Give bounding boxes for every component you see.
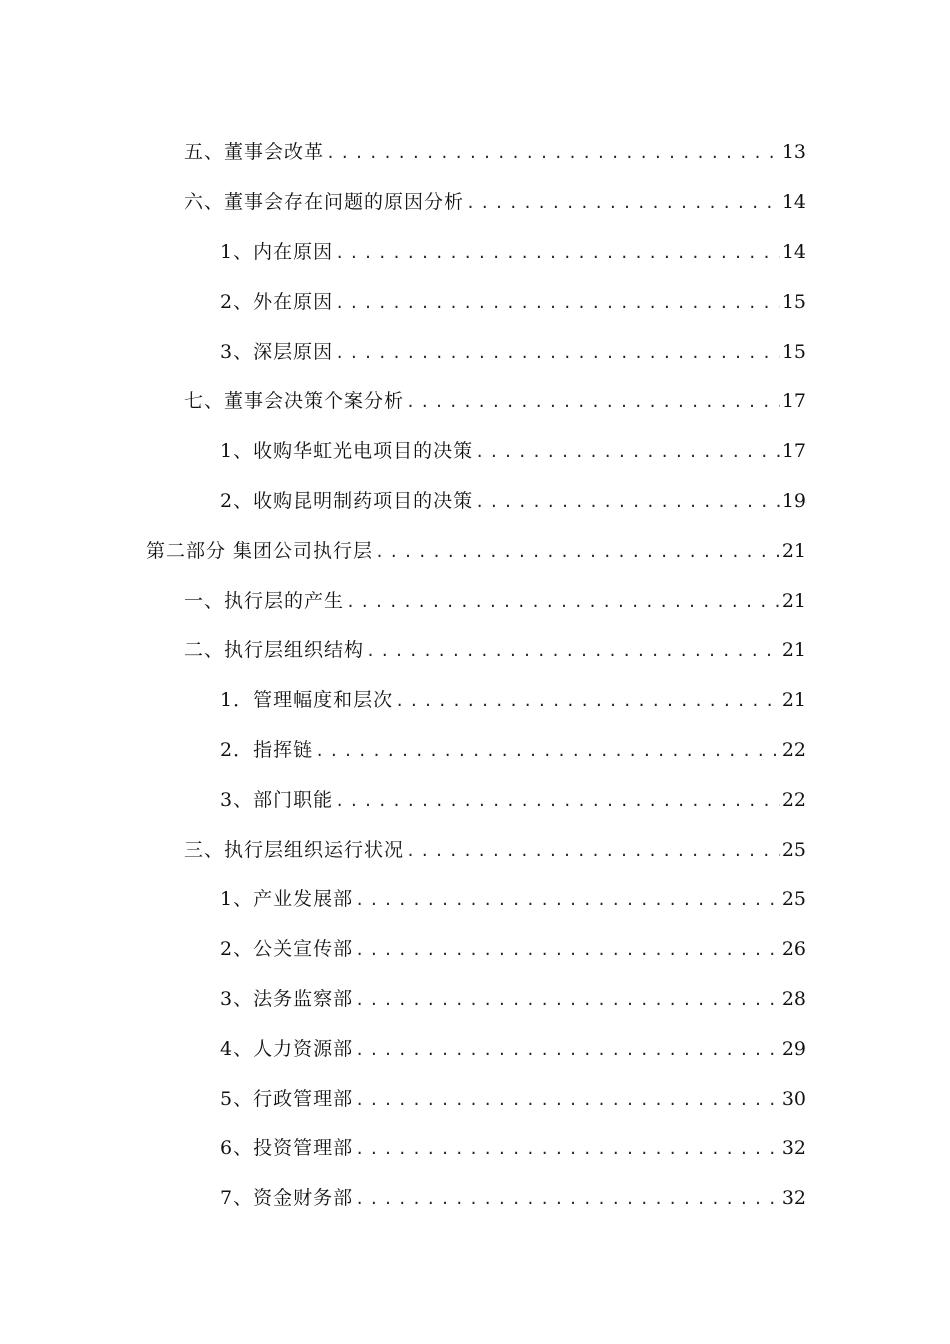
toc-entry-line [220,290,950,313]
toc-entry-page-number: 17 [781,390,806,413]
toc-entry[interactable] [0,128,950,178]
toc-entry-label: 3、法务监察部 [220,987,354,1010]
toc-entry-label: 2、收购昆明制药项目的决策 [220,489,474,512]
toc-entry-page-number: 28 [781,987,806,1010]
toc-dot-leader [335,794,780,809]
toc-entry[interactable] [0,825,950,875]
toc-entry-line [220,940,950,959]
toc-entry-label: 二、执行层组织结构 [184,639,365,662]
toc-entry-label: 第二部分 集团公司执行层 [146,539,374,562]
toc-entry-label: 1．管理幅度和层次 [220,689,394,712]
toc-dot-leader [346,595,780,610]
toc-entry-label: 1、产业发展部 [220,888,354,911]
toc-entry[interactable] [0,526,950,576]
toc-entry[interactable] [0,1074,950,1124]
toc-entry-page-number: 21 [781,689,806,712]
toc-entry-label: 1、收购华虹光电项目的决策 [220,440,474,463]
toc-dot-leader [335,346,780,361]
toc-entry-label: 2、公关宣传部 [220,938,354,961]
toc-entry-line [220,691,950,710]
toc-entry[interactable] [0,975,950,1025]
table-of-contents [0,128,950,1224]
toc-dot-leader [355,1192,780,1207]
toc-entry-line [184,589,950,612]
toc-entry-line [220,1139,950,1158]
toc-entry-label: 六、董事会存在问题的原因分析 [184,191,465,214]
toc-entry-label: 1、内在原因 [220,240,334,263]
toc-entry[interactable] [0,925,950,975]
toc-entry[interactable] [0,1024,950,1074]
toc-dot-leader [355,893,780,908]
toc-entry[interactable] [0,626,950,676]
toc-entry-page-number: 25 [781,888,806,911]
toc-dot-leader [315,744,780,759]
toc-dot-leader [406,844,780,859]
toc-entry-line [220,1037,950,1060]
toc-entry-line [146,539,950,562]
toc-dot-leader [326,146,780,161]
toc-entry-label: 7、资金财务部 [220,1187,354,1210]
toc-entry-page-number: 30 [781,1087,806,1110]
toc-entry[interactable] [0,676,950,726]
toc-entry-line [184,143,950,162]
toc-entry-page-number: 14 [781,240,806,263]
toc-entry[interactable] [0,277,950,327]
toc-entry-line [220,240,950,263]
toc-entry[interactable] [0,576,950,626]
toc-dot-leader [406,395,780,410]
toc-entry-label: 4、人力资源部 [220,1037,354,1060]
toc-entry-line [220,1087,950,1110]
toc-dot-leader [355,1043,780,1058]
toc-entry-label: 三、执行层组织运行状况 [184,838,405,861]
toc-entry-page-number: 22 [781,788,806,811]
toc-entry-page-number: 19 [781,489,806,512]
toc-entry-page-number: 32 [781,1187,806,1210]
toc-entry-label: 一、执行层的产生 [184,589,345,612]
toc-entry-label: 七、董事会决策个案分析 [184,390,405,413]
toc-entry-page-number: 25 [781,838,806,861]
toc-entry[interactable] [0,477,950,527]
toc-entry[interactable] [0,427,950,477]
toc-entry-line [184,838,950,861]
toc-entry[interactable] [0,775,950,825]
toc-entry-line [220,489,950,512]
toc-dot-leader [466,196,780,211]
toc-entry-label: 5、行政管理部 [220,1087,354,1110]
toc-entry[interactable] [0,377,950,427]
toc-dot-leader [335,296,780,311]
toc-entry[interactable] [0,327,950,377]
toc-dot-leader [375,545,780,560]
toc-entry-line [220,442,950,461]
toc-entry-page-number: 29 [781,1037,806,1060]
toc-entry-page-number: 15 [781,340,806,363]
toc-entry-label: 2．指挥链 [220,738,314,761]
toc-entry-line [184,193,950,212]
toc-entry-line [220,788,950,811]
toc-entry-label: 6、投资管理部 [220,1137,354,1160]
toc-entry-line [220,340,950,363]
toc-entry-line [220,738,950,761]
toc-entry-line [220,890,950,909]
toc-entry-page-number: 21 [781,639,806,662]
toc-entry[interactable] [0,1174,950,1224]
toc-entry[interactable] [0,178,950,228]
toc-entry-line [184,641,950,660]
toc-dot-leader [335,246,780,261]
toc-entry-line [220,1189,950,1208]
toc-entry-page-number: 32 [781,1137,806,1160]
toc-dot-leader [395,694,780,709]
toc-dot-leader [475,495,780,510]
toc-entry[interactable] [0,228,950,278]
toc-entry[interactable] [0,875,950,925]
toc-entry-page-number: 21 [781,589,806,612]
toc-entry-page-number: 22 [781,738,806,761]
toc-entry[interactable] [0,1124,950,1174]
toc-dot-leader [355,1093,780,1108]
toc-entry-page-number: 26 [781,938,806,961]
toc-entry-page-number: 17 [781,440,806,463]
toc-entry-label: 3、深层原因 [220,340,334,363]
toc-entry-label: 2、外在原因 [220,290,334,313]
toc-dot-leader [475,445,780,460]
toc-dot-leader [355,1142,780,1157]
toc-entry-page-number: 13 [781,141,806,164]
toc-entry-line [184,392,950,411]
toc-entry[interactable] [0,726,950,776]
toc-entry-page-number: 14 [781,191,806,214]
toc-entry-line [220,987,950,1010]
toc-dot-leader [355,993,780,1008]
toc-entry-page-number: 15 [781,290,806,313]
toc-entry-page-number: 21 [781,539,806,562]
toc-dot-leader [366,644,780,659]
toc-entry-label: 3、部门职能 [220,788,334,811]
toc-entry-label: 五、董事会改革 [184,141,325,164]
toc-dot-leader [355,943,780,958]
